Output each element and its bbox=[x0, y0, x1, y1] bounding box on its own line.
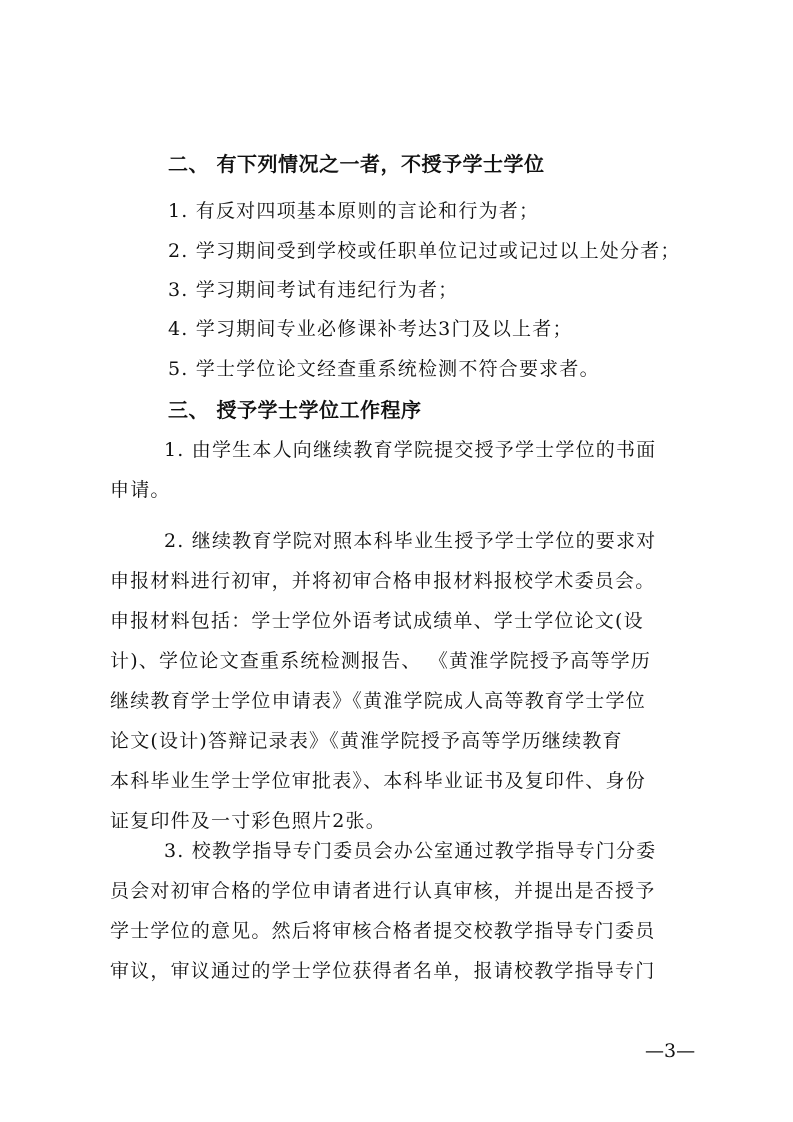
page-number: —3— bbox=[645, 1040, 696, 1062]
paragraph-line: 3. 校教学指导专门委员会办公室通过教学指导专门分委 bbox=[164, 840, 657, 862]
section-3-paragraph-1 bbox=[110, 430, 700, 510]
paragraph-line: 申请。 bbox=[110, 479, 171, 501]
section-3-heading: 三、 授予学士学位工作程序 bbox=[168, 398, 422, 422]
section-3-paragraph-2 bbox=[110, 521, 700, 841]
section-2-heading: 二、 有下列情况之一者，不授予学士学位 bbox=[168, 152, 545, 176]
paragraph-line: 员会对初审合格的学位申请者进行认真审核，并提出是否授予 bbox=[110, 880, 656, 902]
paragraph-line: 本科毕业生学士学位审批表》、本科毕业证书及复印件、身份 bbox=[110, 770, 646, 792]
section-2-item-4: 4. 学习期间专业必修课补考达3门及以上者； bbox=[168, 318, 573, 340]
paragraph-line: 继续教育学士学位申请表》《黄淮学院成人高等教育学士学位 bbox=[110, 690, 646, 712]
section-2-item-1: 1. 有反对四项基本原则的言论和行为者； bbox=[168, 200, 540, 222]
paragraph-line: 证复印件及一寸彩色照片2张。 bbox=[110, 810, 386, 832]
paragraph-line: 1. 由学生本人向继续教育学院提交授予学士学位的书面 bbox=[164, 439, 657, 461]
paragraph-line: 论文(设计)答辩记录表》《黄淮学院授予高等学历继续教育 bbox=[110, 730, 623, 752]
section-2-item-2: 2. 学习期间受到学校或任职单位记过或记过以上处分者； bbox=[168, 240, 681, 262]
section-3-paragraph-3 bbox=[110, 831, 700, 991]
paragraph-line: 申报材料包括：学士学位外语考试成绩单、学士学位论文(设 bbox=[110, 610, 644, 632]
paragraph-line: 申报材料进行初审，并将初审合格申报材料报校学术委员会。 bbox=[110, 570, 656, 592]
paragraph-line: 计)、学位论文查重系统检测报告、 《黄淮学院授予高等学历 bbox=[110, 650, 652, 672]
paragraph-line: 2. 继续教育学院对照本科毕业生授予学士学位的要求对 bbox=[164, 530, 657, 552]
paragraph-line: 审议，审议通过的学士学位获得者名单，报请校教学指导专门 bbox=[110, 960, 656, 982]
section-2-item-3: 3. 学习期间考试有违纪行为者； bbox=[168, 279, 459, 301]
section-2-item-5: 5. 学士学位论文经查重系统检测不符合要求者。 bbox=[168, 358, 600, 380]
paragraph-line: 学士学位的意见。然后将审核合格者提交校教学指导专门委员 bbox=[110, 920, 656, 942]
